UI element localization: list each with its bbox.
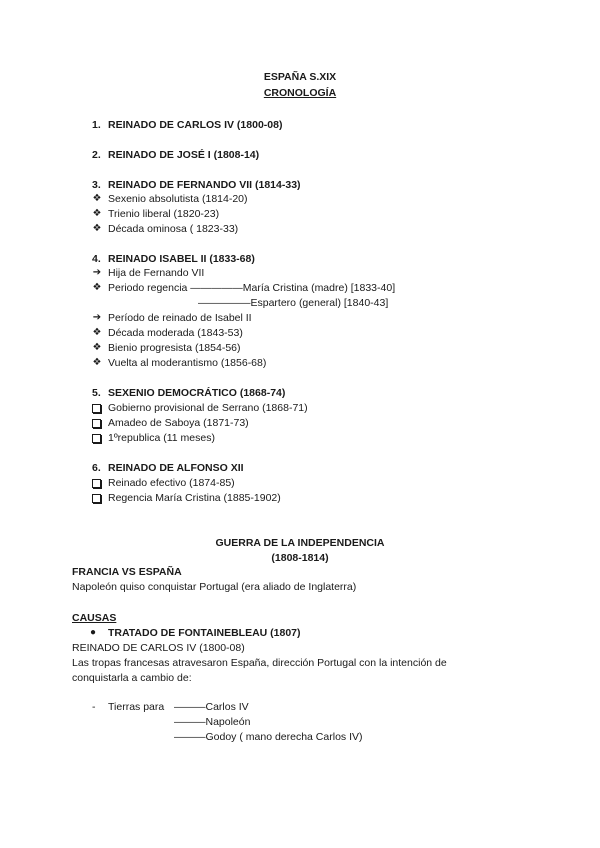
war-heading: FRANCIA VS ESPAÑA <box>72 566 182 578</box>
arrow-bullet-icon: ➔ <box>92 267 102 278</box>
list-item: Vuelta al moderantismo (1856-68) <box>108 357 267 369</box>
lands-label: Tierras para <box>108 701 165 713</box>
list-item: Trienio liberal (1820-23) <box>108 208 220 220</box>
causes-heading: CAUSAS <box>72 612 117 624</box>
list-item: 1ºrepublica (11 meses) <box>108 432 215 444</box>
checkbox-bullet-icon <box>92 419 101 428</box>
dash-bullet: - <box>92 701 96 713</box>
checkbox-bullet-icon <box>92 479 101 488</box>
section-number: 4. <box>92 253 101 265</box>
arrow-bullet-icon: ➔ <box>92 312 102 323</box>
paragraph-line: conquistarla a cambio de: <box>72 672 192 684</box>
diamond-bullet-icon: ❖ <box>92 208 102 219</box>
diamond-bullet-icon: ❖ <box>92 357 102 368</box>
diamond-bullet-icon: ❖ <box>92 223 102 234</box>
list-item: Gobierno provisional de Serrano (1868-71) <box>108 402 308 414</box>
section-heading: REINADO ISABEL II (1833-68) <box>108 253 255 265</box>
war-text: Napoleón quiso conquistar Portugal (era aliado de Inglaterra) <box>72 581 357 593</box>
list-item-continuation: —————Espartero (general) [1840-43] <box>198 297 389 309</box>
doc-title: ESPAÑA S.XIX <box>263 71 337 83</box>
lands-item: ———Godoy ( mano derecha Carlos IV) <box>174 731 363 743</box>
checkbox-bullet-icon <box>92 404 101 413</box>
lands-item: ———Carlos IV <box>174 701 249 713</box>
section-heading: SEXENIO DEMOCRÁTICO (1868-74) <box>108 387 286 399</box>
checkbox-bullet-icon <box>92 434 101 443</box>
section-heading: REINADO DE FERNANDO VII (1814-33) <box>108 179 301 191</box>
war-years: (1808-1814) <box>271 552 329 564</box>
reign-line: REINADO DE CARLOS IV (1800-08) <box>72 642 245 654</box>
list-item: Periodo regencia —————María Cristina (madre) [1833-40] <box>108 282 396 294</box>
list-item: Década ominosa ( 1823-33) <box>108 223 239 235</box>
paragraph-line: Las tropas francesas atravesaron España, dirección Portugal con la intención de <box>72 657 447 669</box>
lands-item: ———Napoleón <box>174 716 251 728</box>
section-number: 1. <box>92 119 101 131</box>
list-item: Reinado efectivo (1874-85) <box>108 477 235 489</box>
section-number: 5. <box>92 387 101 399</box>
section-number: 2. <box>92 149 101 161</box>
section-heading: REINADO DE JOSÉ I (1808-14) <box>108 149 260 161</box>
war-title: GUERRA DE LA INDEPENDENCIA <box>215 537 385 549</box>
round-bullet-icon: ● <box>89 627 97 638</box>
doc-subtitle: CRONOLOGÍA <box>263 87 337 99</box>
section-number: 6. <box>92 462 101 474</box>
list-item: Hija de Fernando VII <box>108 267 205 279</box>
diamond-bullet-icon: ❖ <box>92 327 102 338</box>
diamond-bullet-icon: ❖ <box>92 193 102 204</box>
list-item: Amadeo de Saboya (1871-73) <box>108 417 249 429</box>
list-item: Regencia María Cristina (1885-1902) <box>108 492 281 504</box>
list-item: Período de reinado de Isabel II <box>108 312 252 324</box>
list-item: Sexenio absolutista (1814-20) <box>108 193 248 205</box>
section-number: 3. <box>92 179 101 191</box>
diamond-bullet-icon: ❖ <box>92 342 102 353</box>
section-heading: REINADO DE ALFONSO XII <box>108 462 244 474</box>
list-item: Bienio progresista (1854-56) <box>108 342 241 354</box>
treaty-heading: TRATADO DE FONTAINEBLEAU (1807) <box>108 627 301 639</box>
list-item: Década moderada (1843-53) <box>108 327 243 339</box>
diamond-bullet-icon: ❖ <box>92 282 102 293</box>
section-heading: REINADO DE CARLOS IV (1800-08) <box>108 119 283 131</box>
checkbox-bullet-icon <box>92 494 101 503</box>
